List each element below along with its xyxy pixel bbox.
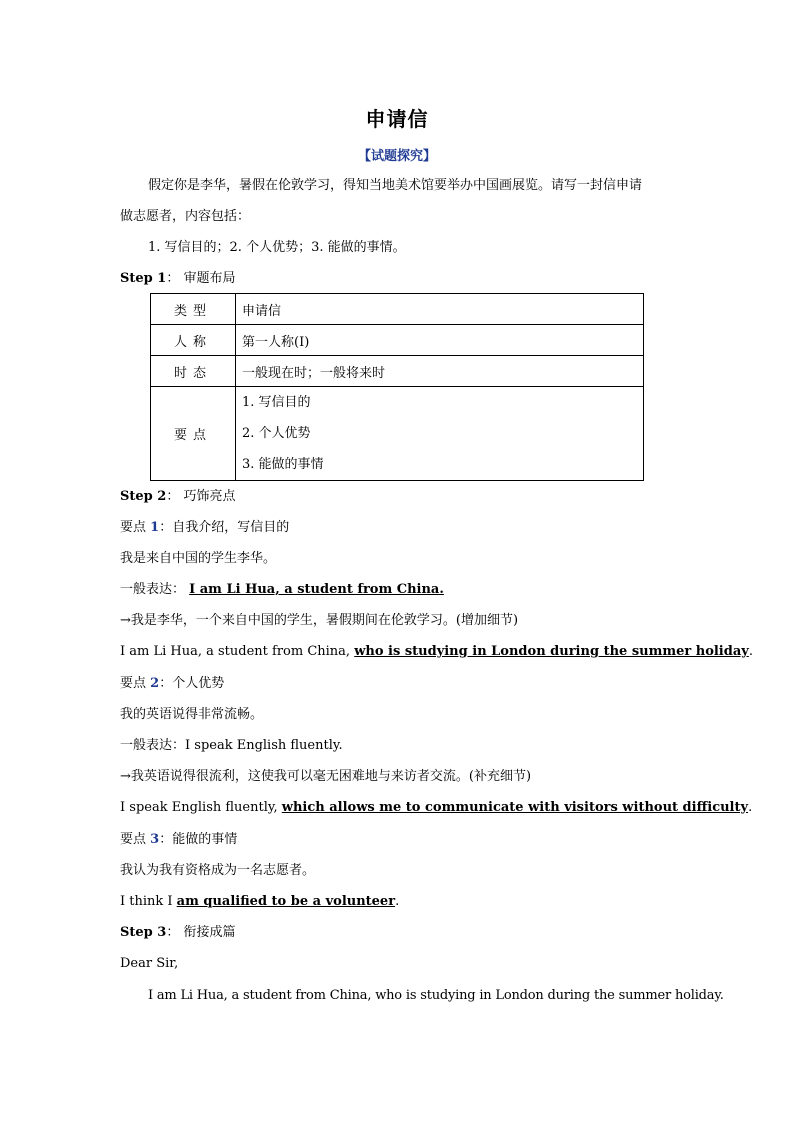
- point2-number: 2: [150, 676, 160, 691]
- step3-label: Step 3: [120, 925, 167, 940]
- step1-heading: [120, 270, 236, 288]
- prompt-line-3: 1. 写信目的；2. 个人优势；3. 能做的事情。: [148, 240, 406, 255]
- step1-label: Step 1: [120, 271, 167, 286]
- section-subtitle: 【试题探究】: [357, 149, 436, 164]
- table-key: 类型: [151, 294, 236, 325]
- point2-improved-suffix: .: [748, 800, 753, 815]
- point1-head-a: 要点: [120, 520, 147, 535]
- point1-number: 1: [150, 520, 160, 535]
- analysis-table: [150, 293, 644, 481]
- step1-text: 审题布局: [183, 271, 236, 286]
- point1-improved: [120, 643, 753, 661]
- table-point: 1. 写信目的: [242, 395, 311, 410]
- point2-improved-chinese: →我英语说得很流利，这使我可以毫无困难地与来访者交流。(补充细节): [120, 769, 532, 784]
- point1-improved-highlight: who is studying in London during the summer holiday: [354, 644, 749, 659]
- point1-general-prefix: 一般表达：: [120, 582, 186, 597]
- step2-label: Step 2: [120, 489, 167, 504]
- point1-general-english: I am Li Hua, a student from China.: [189, 582, 444, 597]
- point1-improved-prefix: I am Li Hua, a student from China,: [120, 644, 355, 659]
- step3-text: 衔接成篇: [183, 925, 236, 940]
- table-row: [151, 356, 644, 387]
- table-key: 时态: [151, 356, 236, 387]
- point2-improved-highlight: which allows me to communicate with visitors without difficulty: [281, 800, 749, 815]
- table-key: 人称: [151, 325, 236, 356]
- step3-colon: ：: [166, 925, 180, 940]
- table-value: 第一人称(I): [236, 325, 644, 356]
- point1-general: [120, 581, 444, 599]
- step2-text: 巧饰亮点: [183, 489, 236, 504]
- table-point: 2. 个人优势: [242, 426, 311, 441]
- point3-head-a: 要点: [120, 832, 147, 847]
- page-title: 申请信: [365, 107, 429, 131]
- table-point: 3. 能做的事情: [242, 457, 324, 472]
- table-row: [151, 325, 644, 356]
- step1-colon: ：: [166, 271, 180, 286]
- table-row: [151, 387, 644, 481]
- table-row: [151, 294, 644, 325]
- point2-head-b: ：个人优势: [159, 676, 225, 691]
- table-key: 要点: [151, 387, 236, 481]
- table-value: 一般现在时；一般将来时: [236, 356, 644, 387]
- point2-improved-prefix: I speak English fluently,: [120, 800, 282, 815]
- point1-head-b: ：自我介绍，写信目的: [159, 520, 290, 535]
- point2-head-a: 要点: [120, 676, 147, 691]
- point3-improved-highlight: am qualified to be a volunteer: [176, 894, 396, 909]
- point2-chinese: 我的英语说得非常流畅。: [120, 707, 264, 722]
- point1-improved-suffix: .: [748, 644, 753, 659]
- point3-improved-suffix: .: [395, 894, 400, 909]
- point1-improved-chinese: →我是李华，一个来自中国的学生，暑假期间在伦敦学习。(增加细节): [120, 613, 519, 628]
- point3-number: 3: [150, 832, 160, 847]
- point3-head-b: ：能做的事情: [159, 832, 238, 847]
- point3-improved: [120, 893, 399, 911]
- point3-chinese: 我认为我有资格成为一名志愿者。: [120, 863, 316, 878]
- letter-body-line-1: I am Li Hua, a student from China, who is studying in London during the summer holiday.: [148, 988, 724, 1003]
- point1-heading: [120, 519, 289, 537]
- point3-heading: [120, 831, 237, 849]
- table-points-cell: [236, 387, 644, 481]
- step2-heading: [120, 488, 236, 506]
- step3-heading: [120, 924, 236, 942]
- prompt-line-1: 假定你是李华，暑假在伦敦学习，得知当地美术馆要举办中国画展览。请写一封信申请: [148, 178, 643, 193]
- letter-salutation: Dear Sir,: [120, 956, 179, 971]
- point2-heading: [120, 675, 224, 693]
- prompt-line-2: 做志愿者，内容包括：: [120, 209, 251, 224]
- table-value: 申请信: [236, 294, 644, 325]
- point2-general: 一般表达：I speak English fluently.: [120, 738, 343, 753]
- point3-improved-prefix: I think I: [120, 894, 177, 909]
- point1-chinese: 我是来自中国的学生李华。: [120, 551, 277, 566]
- point2-improved: [120, 799, 752, 817]
- step2-colon: ：: [166, 489, 180, 504]
